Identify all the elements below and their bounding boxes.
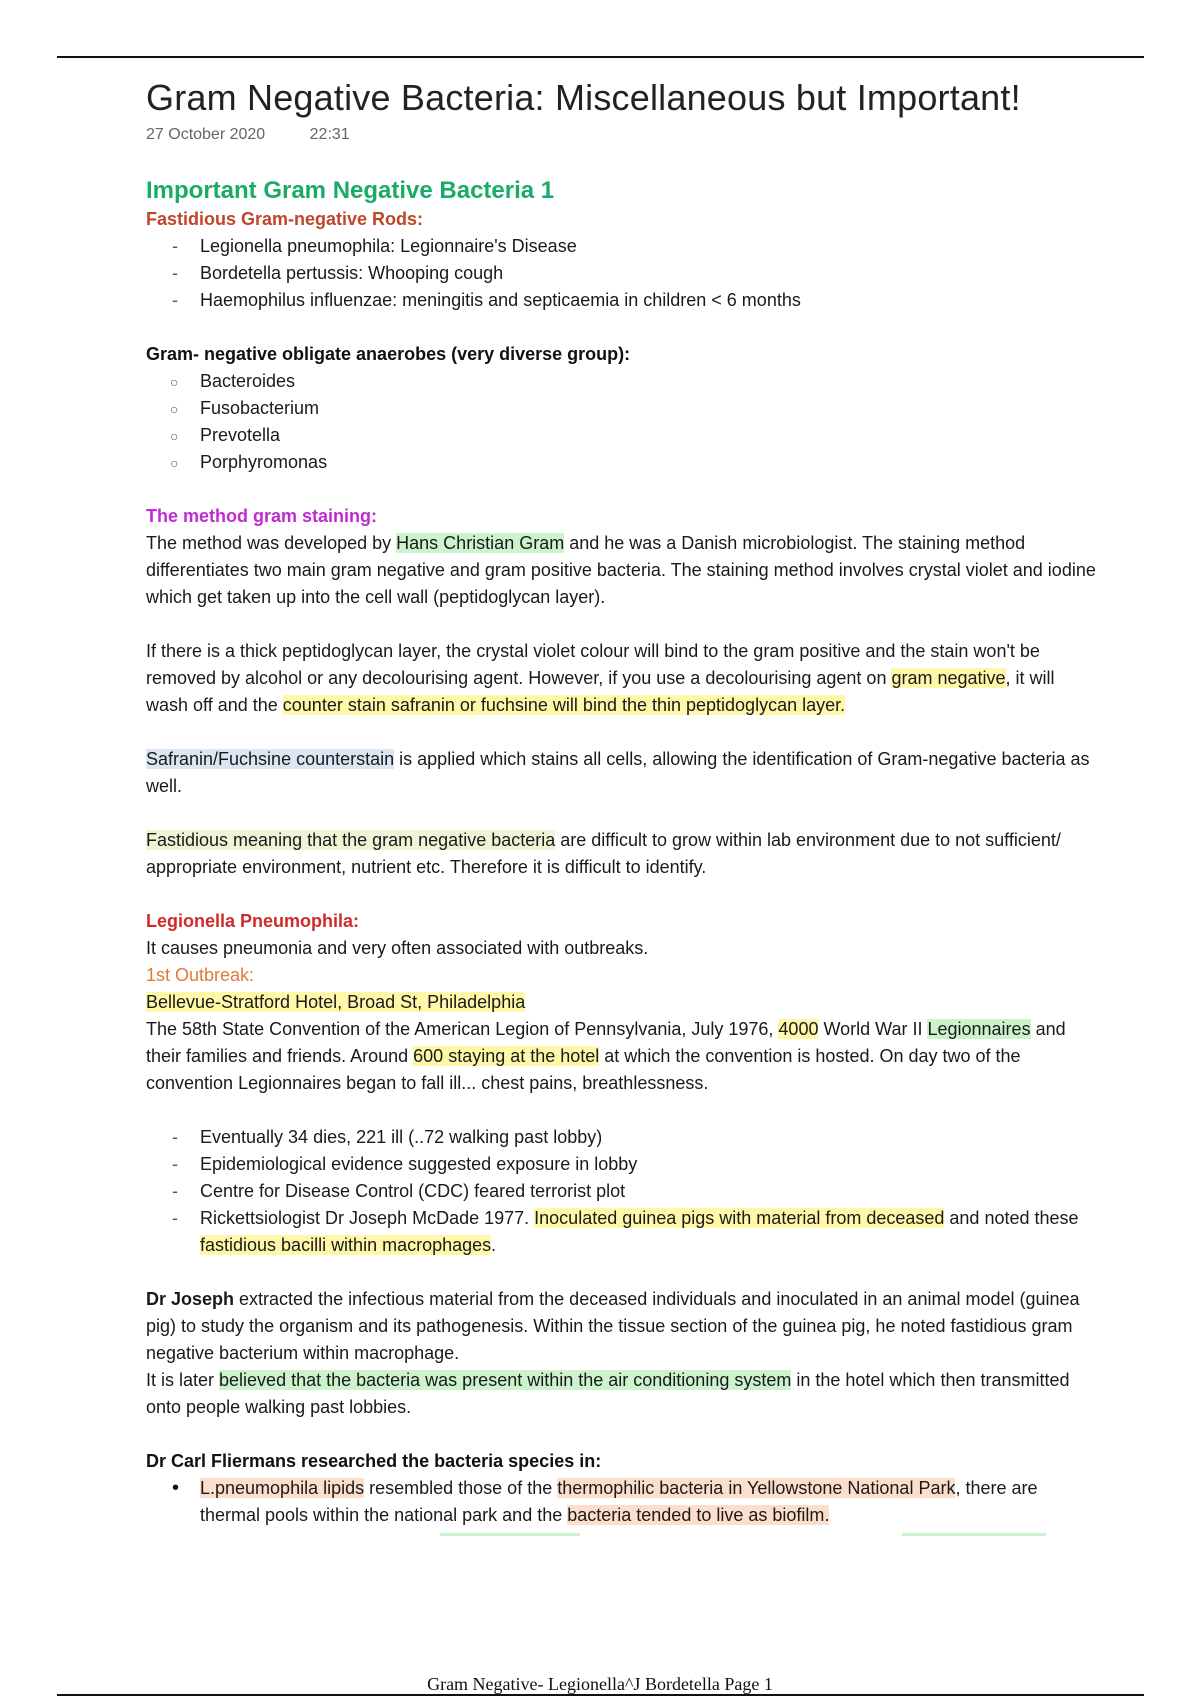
staining-paragraph-2: If there is a thick peptidoglycan layer, the crystal violet colour will bind to the gram positive and the stain won't be removed by alcohol or any decolourising agent. However, if you use a decolourising agent on gram negative, it will wash off and the counter stain safranin or fuchsine will bind the thin peptidoglycan layer. <box>146 641 1055 715</box>
circle-bullet-icon: ○ <box>170 401 179 417</box>
section-heading: Important Gram Negative Bacteria 1 <box>146 177 555 204</box>
dash-bullet-icon: - <box>172 1208 178 1228</box>
staining-paragraph-4: Fastidious meaning that the gram negative bacteria are difficult to grow within lab environment due to not sufficient/ appropriate environment, nutrient etc. Therefore it is difficult to identify. <box>146 830 1061 877</box>
bottom-rule <box>57 1694 1144 1696</box>
list-item: ○ Prevotella <box>146 422 1096 449</box>
legionella-heading: Legionella Pneumophila: <box>146 911 360 931</box>
faded-underline <box>902 1533 1046 1536</box>
fliermans-heading: Dr Carl Fliermans researched the bacteria species in: <box>146 1451 602 1471</box>
page-title: Gram Negative Bacteria: Miscellaneous but Important! <box>146 77 1021 118</box>
page-date: 27 October 2020 <box>146 126 266 143</box>
page-content <box>146 74 1096 1539</box>
list-item: - Legionella pneumophila: Legionnaire's Disease <box>146 233 1096 260</box>
outbreak-label: 1st Outbreak: <box>146 965 255 985</box>
circle-bullet-icon: ○ <box>170 428 179 444</box>
fliermans-list <box>146 1475 1096 1529</box>
list-item: - Rickettsiologist Dr Joseph McDade 1977. Inoculated guinea pigs with material from deceased and noted these fastidious bacilli within macrophages. <box>146 1205 1096 1259</box>
anaerobes-list <box>146 368 1096 476</box>
faded-underlines <box>146 1529 1096 1539</box>
page-time: 22:31 <box>309 126 350 143</box>
list-item: ○ Bacteroides <box>146 368 1096 395</box>
staining-paragraph-1: The method was developed by Hans Christian Gram and he was a Danish microbiologist. The staining method differentiates two main gram negative and gram positive bacteria. The staining method involves crystal violet and iodine which get taken up into the cell wall (peptidoglycan layer). <box>146 533 1096 607</box>
dash-bullet-icon: - <box>172 1181 178 1201</box>
disc-bullet-icon: • <box>172 1477 180 1499</box>
page-footer: Gram Negative- Legionella^J Bordetella Page 1 <box>427 1674 773 1694</box>
list-item: - Epidemiological evidence suggested exposure in lobby <box>146 1151 1096 1178</box>
list-item: • L.pneumophila lipids resembled those of the thermophilic bacteria in Yellowstone National Park, there are thermal pools within the national park and the bacteria tended to live as biofilm. <box>172 1477 1038 1525</box>
circle-bullet-icon: ○ <box>170 455 179 471</box>
dash-bullet-icon: - <box>172 1154 178 1174</box>
page-meta <box>146 126 1096 148</box>
anaerobes-heading: Gram- negative obligate anaerobes (very diverse group): <box>146 344 631 364</box>
faded-underline <box>440 1533 580 1536</box>
list-item: - Centre for Disease Control (CDC) feared terrorist plot <box>146 1178 1096 1205</box>
list-item: - Haemophilus influenzae: meningitis and septicaemia in children < 6 months <box>146 287 1096 314</box>
staining-heading: The method gram staining: <box>146 506 378 526</box>
dash-bullet-icon: - <box>172 263 178 283</box>
aircon-paragraph: It is later believed that the bacteria was present within the air conditioning system in the hotel which then transmitted onto people walking past lobbies. <box>146 1370 1070 1417</box>
legionella-intro: It causes pneumonia and very often associated with outbreaks. <box>146 938 649 958</box>
dash-bullet-icon: - <box>172 236 178 256</box>
fastidious-list <box>146 233 1096 314</box>
list-item: - Eventually 34 dies, 221 ill (..72 walking past lobby) <box>146 1124 1096 1151</box>
outbreak-location: Bellevue-Stratford Hotel, Broad St, Philadelphia <box>146 992 526 1012</box>
fastidious-heading: Fastidious Gram-negative Rods: <box>146 209 424 229</box>
dash-bullet-icon: - <box>172 1127 178 1147</box>
list-item: ○ Porphyromonas <box>146 449 1096 476</box>
list-item: - Bordetella pertussis: Whooping cough <box>146 260 1096 287</box>
dash-bullet-icon: - <box>172 290 178 310</box>
circle-bullet-icon: ○ <box>170 374 179 390</box>
outbreak-list <box>146 1124 1096 1259</box>
outbreak-paragraph: The 58th State Convention of the American Legion of Pennsylvania, July 1976, 4000 World War II Legionnaires and their families and friends. Around 600 staying at the hotel at which the convention is hosted. On day two of the convention Legionnaires began to fall ill... chest pains, breathlessness. <box>146 1019 1066 1093</box>
list-item: ○ Fusobacterium <box>146 395 1096 422</box>
joseph-paragraph: Dr Joseph extracted the infectious material from the deceased individuals and inoculated in an animal model (guinea pig) to study the organism and its pathogenesis. Within the tissue section of the guinea pig, he noted fastidious gram negative bacterium within macrophage. <box>146 1289 1080 1363</box>
staining-paragraph-3: Safranin/Fuchsine counterstain is applied which stains all cells, allowing the identification of Gram-negative bacteria as well. <box>146 749 1090 796</box>
top-rule <box>57 56 1144 58</box>
